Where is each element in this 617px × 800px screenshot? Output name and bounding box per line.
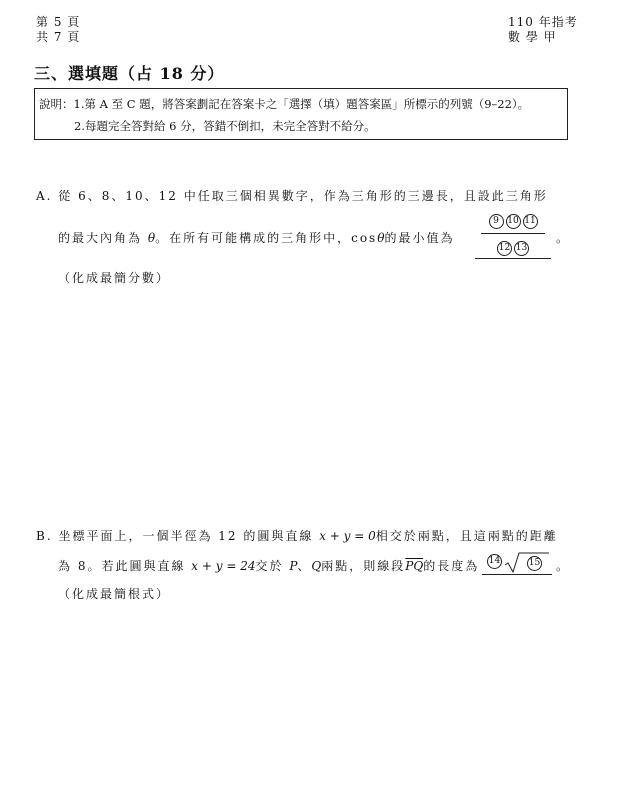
answer-mark-10: 10 (506, 214, 521, 229)
answer-mark-11: 11 (523, 214, 538, 229)
page-number: 第 5 頁 (36, 15, 81, 29)
answer-mark-14: 14 (487, 554, 502, 569)
question-a-hint: （化成最簡分數） (58, 271, 171, 285)
question-a-text: 的最小值為 (384, 231, 455, 245)
answer-mark-13: 13 (514, 241, 529, 256)
question-a-text: 。在所有可能構成的三角形中， (155, 231, 352, 245)
answer-underline (475, 258, 551, 259)
answer-mark-9: 9 (489, 214, 504, 229)
answer-underline (482, 574, 552, 575)
question-b-text: B. 坐標平面上，一個半徑為 12 的圓與直線 (36, 529, 314, 543)
cos-function: cos (351, 231, 378, 245)
point-p: P (289, 559, 298, 573)
question-b-hint: （化成最簡根式） (58, 587, 171, 601)
answer-mark-12: 12 (497, 241, 512, 256)
segment-pq: $\overline{PQ}$ (405, 559, 424, 573)
instruction-line-2: 2.每題完全答對給 6 分，答錯不倒扣，未完全答對不給分。 (74, 119, 376, 133)
question-a-line-2 (58, 229, 454, 246)
question-a-text: 的最大內角為 (58, 231, 143, 245)
question-b-line-1 (36, 527, 558, 544)
section-title: 三、選填題（占 18 分） (34, 64, 225, 83)
exam-name: 110 年指考 (508, 15, 578, 29)
equation-line-2: x + y = 24 (191, 559, 256, 573)
total-pages: 共 7 頁 (36, 30, 81, 44)
question-b-text: 的長度為 (423, 559, 480, 573)
answer-mark-15: 15 (527, 556, 542, 571)
theta-symbol: θ (377, 231, 385, 245)
question-b-text: 交於 (255, 559, 284, 573)
instructions-box (34, 88, 568, 140)
separator: 、 (297, 559, 312, 573)
answer-fraction (475, 208, 551, 260)
question-b-line-2 (58, 557, 479, 574)
point-q: Q (311, 559, 322, 573)
theta-symbol: θ (147, 231, 156, 245)
question-a-line-1: A. 從 6、8、10、12 中任取三個相異數字，作為三角形的三邊長，且設此三角形 (36, 189, 548, 203)
question-b-text: 兩點，則線段 (321, 559, 406, 573)
fraction-denominator (481, 238, 545, 257)
question-b-text: 相交於兩點，且這兩點的距離 (375, 529, 558, 543)
subject-name: 數 學 甲 (508, 30, 557, 44)
fraction-numerator (481, 211, 545, 230)
fraction-bar (481, 233, 545, 234)
question-a-period: 。 (556, 231, 571, 245)
equation-line-1: x + y = 0 (319, 529, 376, 543)
question-b-period: 。 (556, 559, 571, 573)
answer-radical (482, 552, 552, 576)
instruction-line-1: 說明：1.第 A 至 C 題，將答案劃記在答案卡之「選擇（填）題答案區」所標示的列號（9–22）。 (39, 97, 530, 111)
question-b-text: 為 8。若此圓與直線 (58, 559, 186, 573)
